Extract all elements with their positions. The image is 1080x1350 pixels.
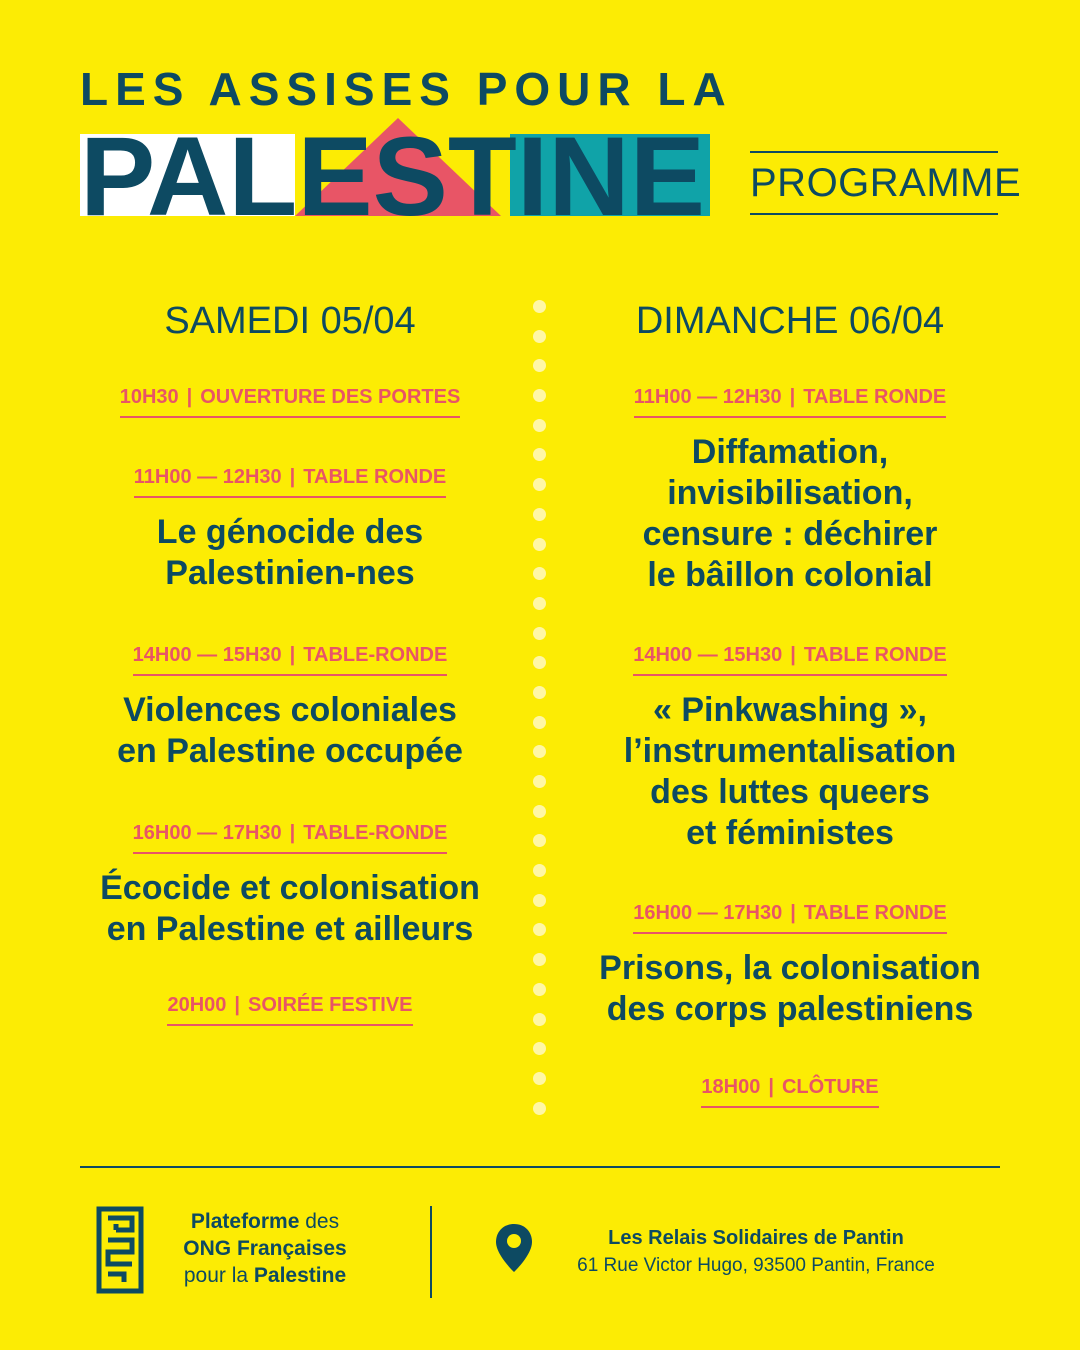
divider-dot <box>533 1102 546 1115</box>
event-item <box>560 1074 1020 1108</box>
event-item <box>60 820 520 950</box>
divider-dot <box>533 1042 546 1055</box>
divider-dot <box>533 864 546 877</box>
divider-dot <box>533 538 546 551</box>
divider-dot <box>533 330 546 343</box>
event-title: Prisons, la colonisation des corps palestiniens <box>599 949 981 1028</box>
divider-dot <box>533 1013 546 1026</box>
event-time-label: 11H00 — 12H30 | TABLE RONDE <box>134 464 446 498</box>
event-time-label: 20H00 | SOIRÉE FESTIVE <box>167 992 412 1026</box>
event-item <box>560 642 1020 854</box>
event-item <box>60 992 520 1026</box>
divider-dot <box>533 894 546 907</box>
event-item <box>60 464 520 594</box>
venue-name: Les Relais Solidaires de Pantin <box>608 1227 904 1249</box>
dotted-divider <box>533 300 547 1131</box>
divider-dot <box>533 419 546 432</box>
map-pin-icon <box>494 1222 534 1274</box>
event-time-label: 14H00 — 15H30 | TABLE-RONDE <box>133 642 448 676</box>
divider-dot <box>533 686 546 699</box>
divider-dot <box>533 923 546 936</box>
divider-dot <box>533 478 546 491</box>
divider-dot <box>533 775 546 788</box>
org-name: Plateforme des ONG Françaises pour la Palestine <box>183 1210 347 1287</box>
divider-dot <box>533 597 546 610</box>
divider-dot <box>533 448 546 461</box>
divider-dot <box>533 1072 546 1085</box>
divider-dot <box>533 983 546 996</box>
supertitle: LES ASSISES POUR LA <box>80 63 733 115</box>
event-title: « Pinkwashing », l’instrumentalisation des luttes queers et féministes <box>623 691 957 852</box>
event-item <box>560 900 1020 1030</box>
day-heading: SAMEDI 05/04 <box>164 300 416 342</box>
kufic-square-logo-icon <box>96 1206 144 1294</box>
event-time-label: 18H00 | CLÔTURE <box>701 1074 878 1108</box>
event-item <box>560 384 1020 596</box>
footer-vertical-divider <box>430 1206 432 1298</box>
divider-dot <box>533 805 546 818</box>
divider-dot <box>533 389 546 402</box>
event-time-label: 16H00 — 17H30 | TABLE RONDE <box>633 900 947 934</box>
event-title: Le génocide des Palestinien-nes <box>156 513 424 592</box>
event-time-label: 14H00 — 15H30 | TABLE RONDE <box>633 642 947 676</box>
divider-dot <box>533 834 546 847</box>
divider-dot <box>533 627 546 640</box>
event-title: Violences coloniales en Palestine occupée <box>117 691 463 770</box>
venue-address: 61 Rue Victor Hugo, 93500 Pantin, France <box>577 1255 935 1276</box>
event-item <box>60 642 520 772</box>
divider-dot <box>533 716 546 729</box>
event-title: Écocide et colonisation en Palestine et ailleurs <box>100 869 480 948</box>
divider-dot <box>533 508 546 521</box>
event-time-label: 16H00 — 17H30 | TABLE-RONDE <box>133 820 448 854</box>
divider-dot <box>533 567 546 580</box>
divider-dot <box>533 953 546 966</box>
venue-info <box>556 1224 956 1280</box>
divider-dot <box>533 745 546 758</box>
event-time-label: 11H00 — 12H30 | TABLE RONDE <box>634 384 946 418</box>
divider-dot <box>533 656 546 669</box>
day-heading: DIMANCHE 06/04 <box>635 300 945 342</box>
event-item <box>60 384 520 418</box>
divider-dot <box>533 300 546 313</box>
event-time-label: 10H30 | OUVERTURE DES PORTES <box>120 384 461 418</box>
saturday-column <box>60 296 520 1054</box>
event-title: Diffamation, invisibilisation, censure : déchirer le bâillon colonial <box>642 433 938 594</box>
footer-divider <box>80 1166 1000 1168</box>
sunday-column <box>560 296 1020 1136</box>
divider-dot <box>533 359 546 372</box>
programme-label: PROGRAMME <box>750 151 998 215</box>
palestine-logo <box>80 112 710 216</box>
logo-word: PALESTINE <box>80 114 706 216</box>
